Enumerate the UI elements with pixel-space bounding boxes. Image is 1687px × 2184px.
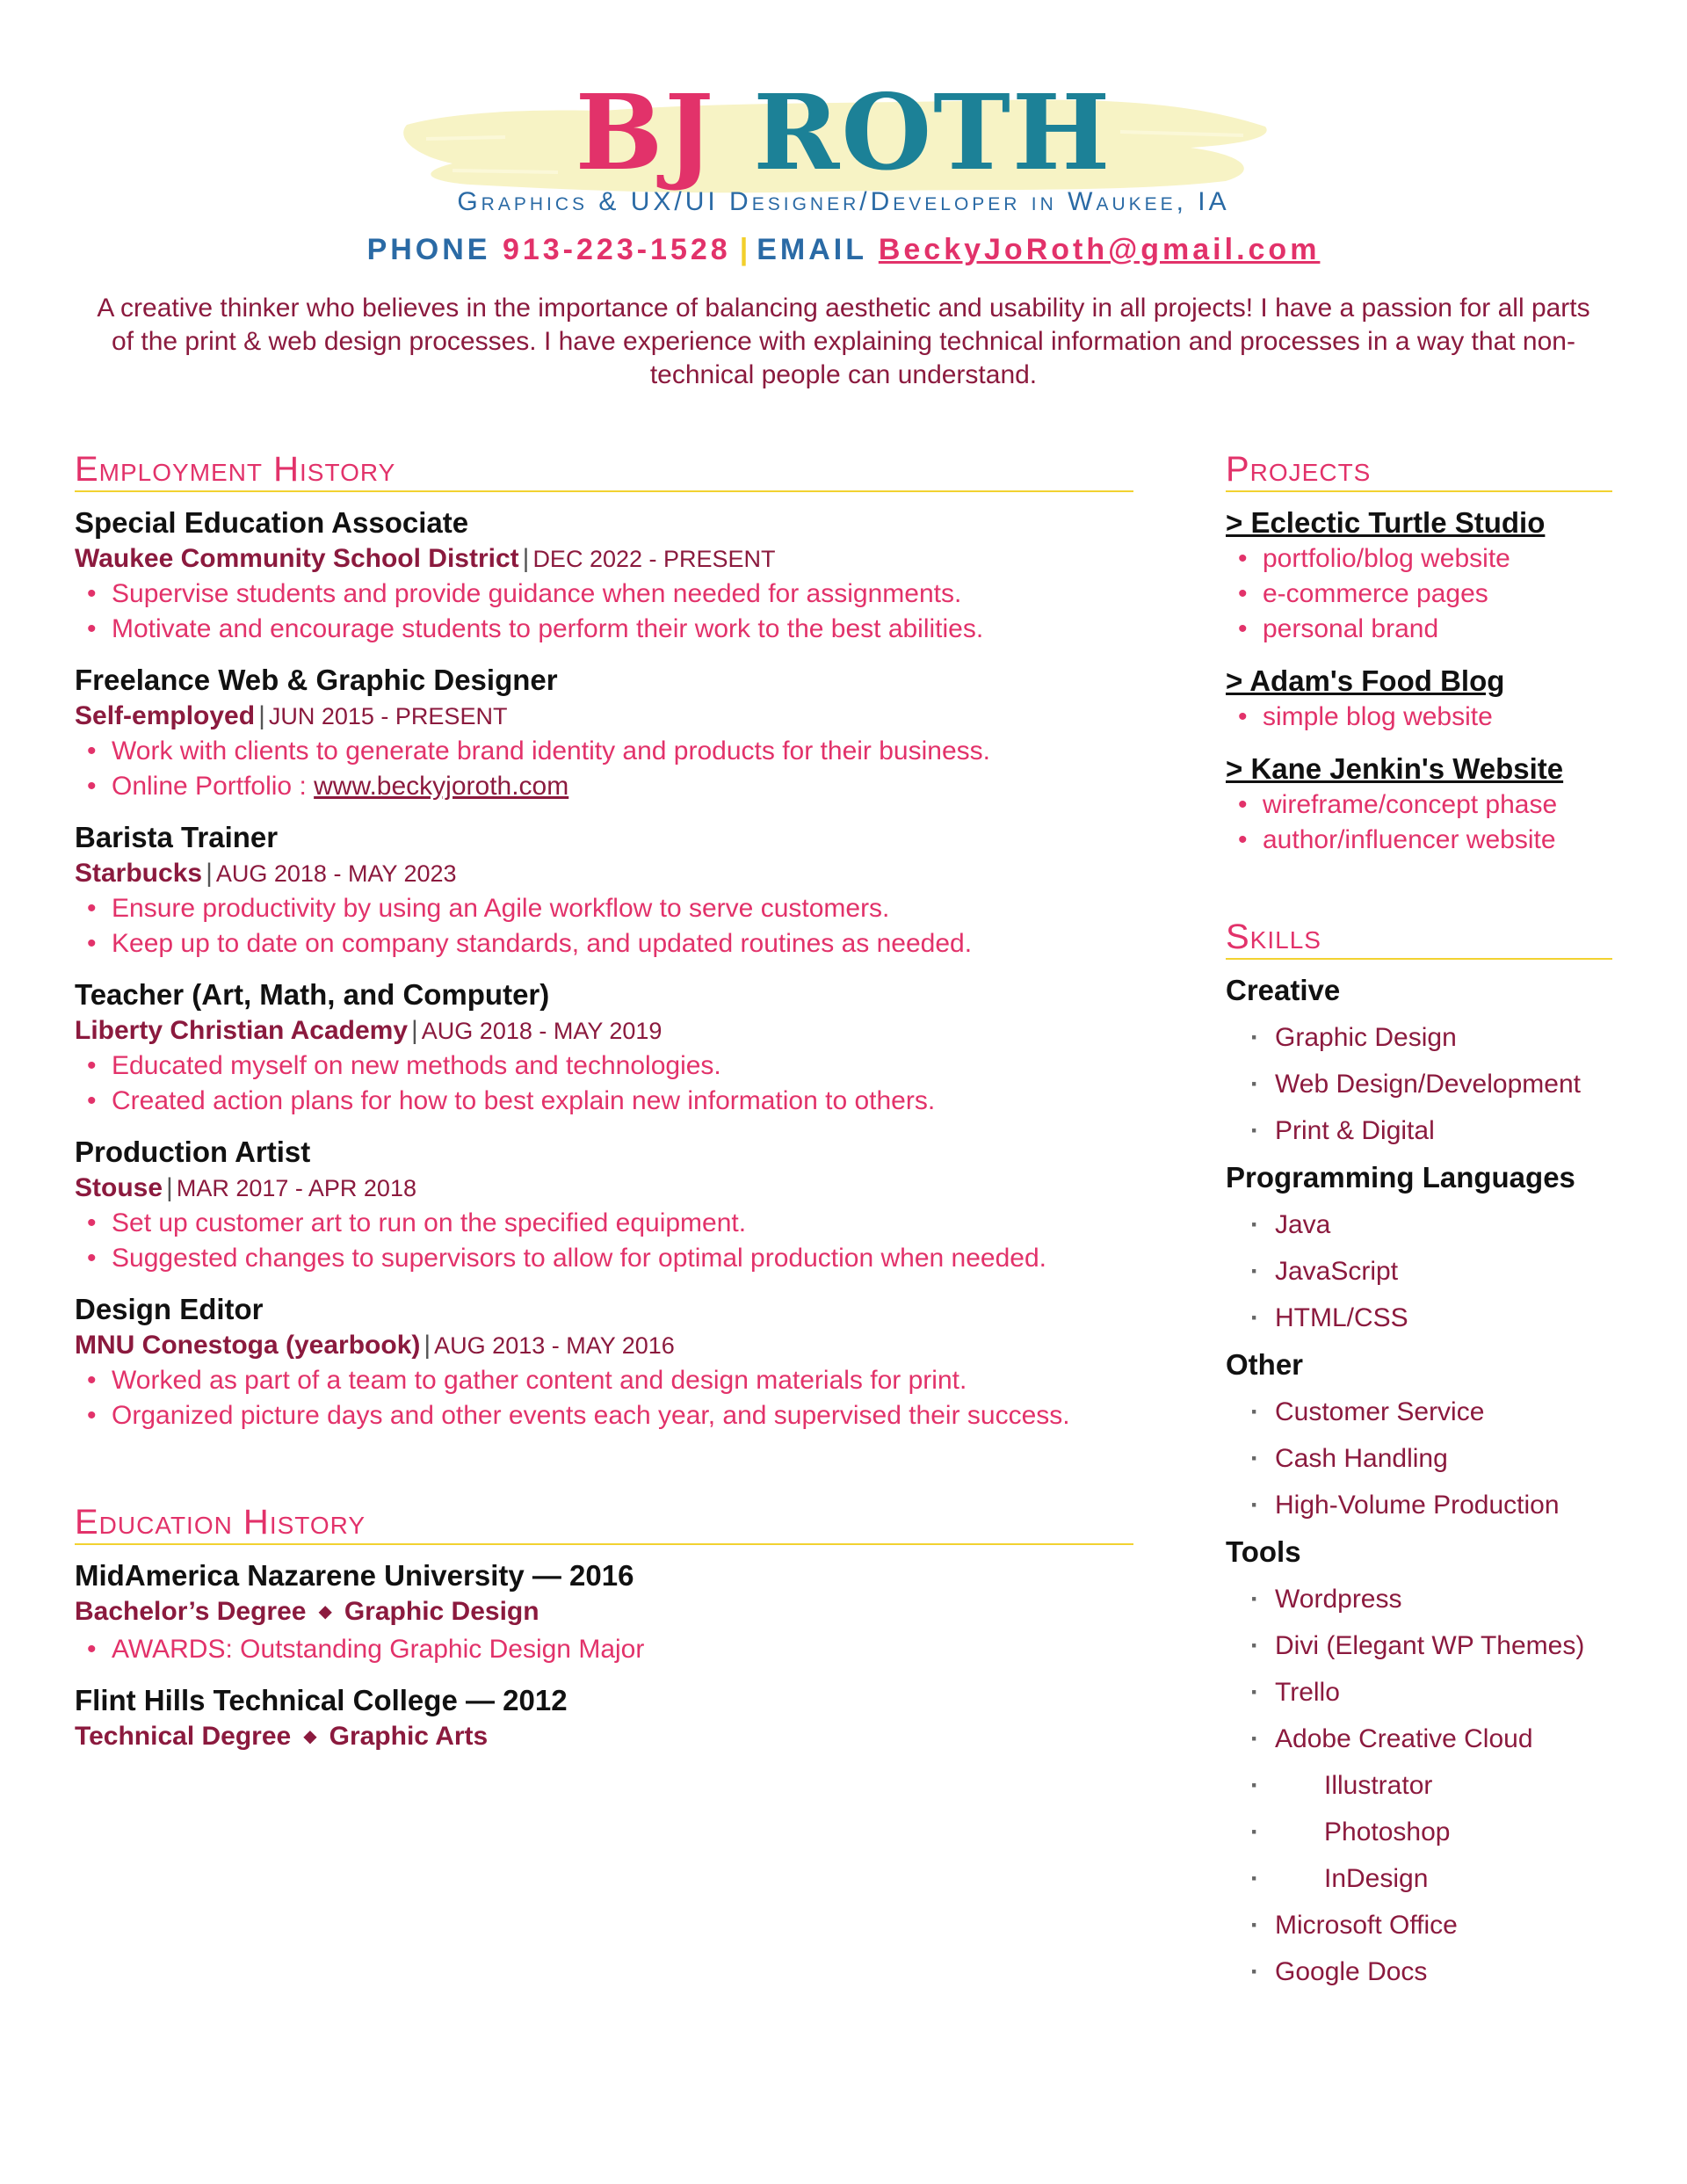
job-bullet xyxy=(87,769,1133,804)
school-name: Flint Hills Technical College — 2012 xyxy=(75,1684,568,1716)
job-title: Production Artist xyxy=(75,1136,311,1168)
job-meta: Starbucks | AUG 2018 - MAY 2023 xyxy=(75,859,457,888)
job-meta: MNU Conestoga (yearbook) | AUG 2013 - MAY 2016 xyxy=(75,1331,675,1360)
job-bullet: • Work with clients to generate brand identity and products for their business. xyxy=(87,734,1133,769)
job-dates: AUG 2018 - MAY 2019 xyxy=(421,1018,662,1044)
job-bullet: • Supervise students and provide guidance when needed for assignments. xyxy=(87,577,1133,612)
degree: Technical Degree xyxy=(75,1722,292,1751)
job-bullet: • Created action plans for how to best explain new information to others. xyxy=(87,1084,1133,1119)
project-bullet: • author/influencer website xyxy=(1238,823,1612,858)
project-title[interactable]: > Kane Jenkin's Website xyxy=(1226,752,1564,785)
job-bullet: • Worked as part of a team to gather content and design materials for print. xyxy=(87,1363,1133,1398)
employment-list xyxy=(75,504,1133,1448)
skill-item: · Print & Digital xyxy=(1226,1107,1612,1154)
project-bullet: • personal brand xyxy=(1238,612,1612,647)
job-org: Waukee Community School District xyxy=(75,544,519,573)
job-meta: Waukee Community School District | DEC 2022 - PRESENT xyxy=(75,544,776,573)
job-entry xyxy=(75,662,1133,804)
project-entry xyxy=(1226,751,1612,858)
job-dates: AUG 2018 - MAY 2023 xyxy=(215,860,457,887)
skill-item: · Divi (Elegant WP Themes) xyxy=(1226,1622,1612,1669)
phone-number[interactable]: 913-223-1528 xyxy=(502,233,731,266)
job-org: Starbucks xyxy=(75,859,203,888)
skill-item: · Graphic Design xyxy=(1226,1014,1612,1061)
job-meta: Liberty Christian Academy | AUG 2018 - MAY 2019 xyxy=(75,1016,662,1045)
job-title: Special Education Associate xyxy=(75,506,469,539)
skill-group-title: Tools xyxy=(1226,1535,1301,1568)
project-bullet: • portfolio/blog website xyxy=(1238,541,1612,577)
job-org: MNU Conestoga (yearbook) xyxy=(75,1331,421,1360)
job-tagline: Graphics & UX/UI Designer/Developer in Waukee, IA xyxy=(457,187,1230,216)
project-bullet: • wireframe/concept phase xyxy=(1238,787,1612,823)
skill-item: · Wordpress xyxy=(1226,1576,1612,1622)
job-entry xyxy=(75,1134,1133,1276)
school-name: MidAmerica Nazarene University — 2016 xyxy=(75,1559,634,1592)
project-title[interactable]: > Eclectic Turtle Studio xyxy=(1226,506,1546,539)
contact-line xyxy=(0,230,1687,269)
job-dates: MAR 2017 - APR 2018 xyxy=(176,1175,416,1201)
email-link[interactable]: BeckyJoRoth@gmail.com xyxy=(878,233,1321,266)
job-org: Stouse xyxy=(75,1173,163,1202)
skills-heading: Skills xyxy=(1226,916,1612,960)
award-bullet: • AWARDS: Outstanding Graphic Design Major xyxy=(87,1632,1133,1667)
skill-item: · Adobe Creative Cloud xyxy=(1226,1716,1612,1762)
job-bullet: • Suggested changes to supervisors to allow for optimal production when needed. xyxy=(87,1241,1133,1276)
job-entry xyxy=(75,819,1133,961)
diamond-icon: ◆ xyxy=(318,1602,332,1622)
employment-heading: Employment History xyxy=(75,448,1133,492)
phone-label: PHONE xyxy=(366,233,491,266)
skill-item: · High-Volume Production xyxy=(1226,1482,1612,1528)
degree-field: Graphic Arts xyxy=(329,1722,489,1751)
skill-group-title: Programming Languages xyxy=(1226,1161,1575,1194)
job-entry xyxy=(75,1291,1133,1433)
profile-summary: A creative thinker who believes in the importance of balancing aesthetic and usability in all projects! I have a passion for all parts of the print & web design processes. I have experience with explaining technical information and processes in a way that non-technical people can understand. xyxy=(97,294,1590,389)
degree-field: Graphic Design xyxy=(344,1597,539,1626)
skill-group-title: Creative xyxy=(1226,974,1341,1006)
name-header xyxy=(0,70,1687,193)
project-bullet: • simple blog website xyxy=(1238,700,1612,735)
job-dates: JUN 2015 - PRESENT xyxy=(268,703,508,729)
job-bullet: • Organized picture days and other events each year, and supervised their success. xyxy=(87,1398,1133,1433)
job-meta: Stouse | MAR 2017 - APR 2018 xyxy=(75,1173,416,1202)
skill-item: · HTML/CSS xyxy=(1226,1295,1612,1341)
job-org: Self-employed xyxy=(75,701,256,730)
skill-group-title: Other xyxy=(1226,1348,1304,1381)
job-bullet: • Educated myself on new methods and technologies. xyxy=(87,1048,1133,1084)
skill-item: · Google Docs xyxy=(1226,1948,1612,1995)
job-bullet: • Set up customer art to run on the specified equipment. xyxy=(87,1206,1133,1241)
degree-line xyxy=(75,1719,1133,1757)
skill-item: · Microsoft Office xyxy=(1226,1902,1612,1948)
contact-separator: | xyxy=(739,233,749,266)
skills-list xyxy=(1226,972,1612,2000)
job-entry xyxy=(75,976,1133,1119)
skill-item: · JavaScript xyxy=(1226,1248,1612,1295)
job-bullet: • Ensure productivity by using an Agile workflow to serve customers. xyxy=(87,891,1133,926)
portfolio-link[interactable]: www.beckyjoroth.com xyxy=(314,772,569,801)
job-dates: DEC 2022 - PRESENT xyxy=(532,546,776,572)
job-entry xyxy=(75,504,1133,647)
project-entry xyxy=(1226,663,1612,735)
degree-line xyxy=(75,1594,1133,1632)
school-entry xyxy=(75,1682,1133,1757)
projects-heading: Projects xyxy=(1226,448,1612,492)
education-heading: Education History xyxy=(75,1501,1133,1545)
job-meta: Self-employed | JUN 2015 - PRESENT xyxy=(75,701,508,730)
job-bullet: • Motivate and encourage students to perform their work to the best abilities. xyxy=(87,612,1133,647)
skill-subitem: · Illustrator xyxy=(1226,1762,1612,1809)
projects-list xyxy=(1226,504,1612,874)
portfolio-label: Online Portfolio : xyxy=(112,772,315,801)
skill-subitem: · InDesign xyxy=(1226,1855,1612,1902)
degree: Bachelor’s Degree xyxy=(75,1597,307,1626)
skill-item: · Web Design/Development xyxy=(1226,1061,1612,1107)
job-org: Liberty Christian Academy xyxy=(75,1016,408,1045)
skill-item: · Customer Service xyxy=(1226,1389,1612,1435)
skill-item: · Trello xyxy=(1226,1669,1612,1716)
school-entry xyxy=(75,1557,1133,1667)
skill-item: · Cash Handling xyxy=(1226,1435,1612,1482)
applicant-name: BJ ROTH xyxy=(575,71,1112,193)
job-title: Design Editor xyxy=(75,1293,264,1325)
education-list xyxy=(75,1557,1133,1772)
diamond-icon: ◆ xyxy=(303,1727,317,1746)
project-bullet: • e-commerce pages xyxy=(1238,577,1612,612)
project-title[interactable]: > Adam's Food Blog xyxy=(1226,664,1505,697)
skill-item: · Java xyxy=(1226,1201,1612,1248)
job-title: Teacher (Art, Math, and Computer) xyxy=(75,978,550,1011)
project-entry xyxy=(1226,504,1612,647)
job-title: Barista Trainer xyxy=(75,821,279,853)
skill-subitem: · Photoshop xyxy=(1226,1809,1612,1855)
job-bullet: • Keep up to date on company standards, and updated routines as needed. xyxy=(87,926,1133,961)
job-dates: AUG 2013 - MAY 2016 xyxy=(434,1332,675,1359)
email-label: EMAIL xyxy=(757,233,867,266)
job-title: Freelance Web & Graphic Designer xyxy=(75,664,558,696)
